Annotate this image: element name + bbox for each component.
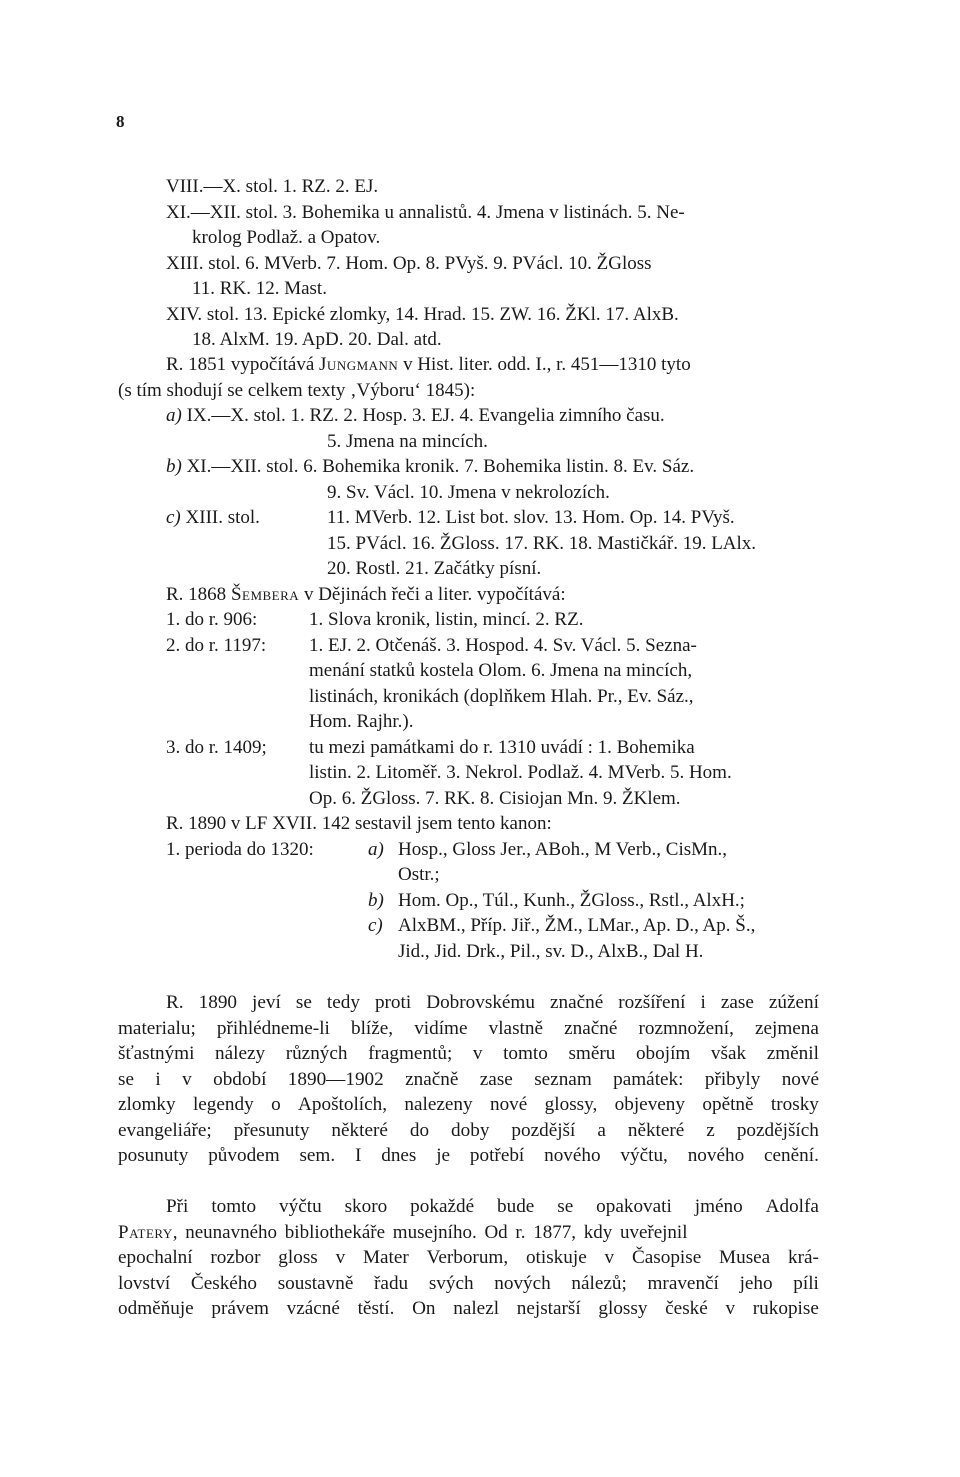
word: jméno bbox=[694, 1196, 743, 1217]
word: píli bbox=[793, 1273, 819, 1294]
word: Dobrovskému bbox=[426, 992, 535, 1013]
word: právem bbox=[211, 1298, 269, 1319]
sembera-line: R. 1868 Šembera v Dějinách řeči a liter. vypočítává: bbox=[166, 584, 566, 605]
group-c-cont: 20. Rostl. 21. Začátky písní. bbox=[327, 558, 542, 579]
word: Časopise bbox=[631, 1247, 702, 1268]
subgroup-text: Hom. Op., Túl., Kunh., ŽGloss., Rstl., AlxH.; bbox=[398, 890, 745, 911]
paragraph-line bbox=[118, 1247, 819, 1269]
word: evangeliáře; bbox=[118, 1120, 212, 1141]
word: řadu bbox=[374, 1273, 409, 1294]
word: šťastnými bbox=[118, 1043, 195, 1064]
word: je bbox=[436, 1145, 451, 1166]
word: jeví bbox=[252, 992, 281, 1013]
group-c: c) XIII. stol. bbox=[166, 507, 260, 528]
word: zúžení bbox=[768, 992, 819, 1013]
list-line: XIV. stol. 13. Epické zlomky, 14. Hrad. 15. ZW. 16. ŽKl. 17. AlxB. bbox=[166, 304, 679, 325]
word: vzácné bbox=[286, 1298, 340, 1319]
word: On bbox=[412, 1298, 436, 1319]
list-line: 18. AlxM. 19. ApD. 20. Dal. atd. bbox=[192, 329, 442, 350]
author-name: Jungmann bbox=[319, 354, 399, 375]
paragraph-line bbox=[118, 1094, 819, 1116]
period-text: Op. 6. ŽGloss. 7. RK. 8. Cisiojan Mn. 9. ŽKlem. bbox=[309, 788, 681, 809]
paragraph-line bbox=[118, 1298, 819, 1320]
word: soustavně bbox=[277, 1273, 354, 1294]
word: doby bbox=[451, 1120, 490, 1141]
word: objeveny bbox=[614, 1094, 685, 1115]
group-a: a) IX.—X. stol. 1. RZ. 2. Hosp. 3. EJ. 4. Evangelia zimního času. bbox=[166, 405, 665, 426]
word: nalezeny bbox=[404, 1094, 473, 1115]
period-label: 2. do r. 1197: bbox=[166, 635, 267, 656]
word: z bbox=[706, 1120, 715, 1141]
word: legendy bbox=[192, 1094, 254, 1115]
canon-line: R. 1890 v LF XVII. 142 sestavil jsem tento kanon: bbox=[166, 813, 552, 834]
group-c-items: 11. MVerb. 12. List bot. slov. 13. Hom. Op. 14. PVyš. bbox=[327, 507, 735, 528]
paragraph-line bbox=[118, 1043, 819, 1065]
word: výčtu bbox=[279, 1196, 322, 1217]
word: Českého bbox=[190, 1273, 258, 1294]
word: fragmentů; bbox=[368, 1043, 453, 1064]
list-line: VIII.—X. stol. 1. RZ. 2. EJ. bbox=[166, 176, 379, 197]
word: těstí. bbox=[357, 1298, 395, 1319]
word: potřebí bbox=[469, 1145, 525, 1166]
word: rozbor bbox=[210, 1247, 261, 1268]
word: rukopise bbox=[752, 1298, 819, 1319]
group-b-cont: 9. Sv. Václ. 10. Jmena v nekrolozích. bbox=[327, 482, 610, 503]
word: opakovati bbox=[596, 1196, 672, 1217]
jungmann-line: R. 1851 vypočítává Jungmann v Hist. liter. odd. I., r. 451—1310 tyto bbox=[166, 354, 691, 375]
page-number: 8 bbox=[116, 112, 125, 131]
period-label: 3. do r. 1409; bbox=[166, 737, 267, 758]
word: gloss bbox=[278, 1247, 318, 1268]
word: rozšíření bbox=[618, 992, 686, 1013]
word: období bbox=[213, 1069, 267, 1090]
word: se bbox=[118, 1069, 134, 1090]
word: odměňuje bbox=[118, 1298, 194, 1319]
word: se bbox=[295, 992, 312, 1013]
word: nového bbox=[544, 1145, 601, 1166]
word: Při bbox=[166, 1196, 189, 1217]
word: posunuty bbox=[118, 1145, 189, 1166]
author-name: Patery bbox=[118, 1222, 173, 1243]
paragraph-line bbox=[118, 1273, 819, 1295]
word: a bbox=[597, 1120, 606, 1141]
word: lovství bbox=[118, 1273, 171, 1294]
paragraph-line bbox=[118, 1120, 819, 1142]
word: do bbox=[409, 1120, 430, 1141]
word: přihlédneme-li bbox=[216, 1018, 330, 1039]
word: pokaždé bbox=[410, 1196, 475, 1217]
word: tomto bbox=[211, 1196, 257, 1217]
word: výčtu, bbox=[620, 1145, 668, 1166]
word: skoro bbox=[344, 1196, 388, 1217]
word: otiskuje bbox=[525, 1247, 587, 1268]
word: v bbox=[472, 1043, 483, 1064]
list-line: 11. RK. 12. Mast. bbox=[192, 278, 327, 299]
group-c-cont: 15. PVácl. 16. ŽGloss. 17. RK. 18. Mastičkář. 19. LAlx. bbox=[327, 533, 757, 554]
word: glossy, bbox=[544, 1094, 598, 1115]
word: bude bbox=[497, 1196, 535, 1217]
word: nalezl bbox=[453, 1298, 500, 1319]
period-text: tu mezi památkami do r. 1310 uvádí : 1. Bohemika bbox=[309, 737, 695, 758]
word: proti bbox=[374, 992, 412, 1013]
word: Musea bbox=[719, 1247, 771, 1268]
word: vlastně bbox=[488, 1018, 543, 1039]
subgroup-text: Hosp., Gloss Jer., ABoh., M Verb., CisMn., bbox=[398, 839, 728, 860]
word: mravenčí bbox=[647, 1273, 719, 1294]
paragraph-line bbox=[118, 1069, 819, 1091]
list-line: krolog Podlaž. a Opatov. bbox=[192, 227, 381, 248]
word: blíže, bbox=[350, 1018, 394, 1039]
word: nových bbox=[494, 1273, 551, 1294]
word: jeho bbox=[739, 1273, 773, 1294]
word: glossy bbox=[598, 1298, 648, 1319]
word: cenění. bbox=[764, 1145, 819, 1166]
word: epochalní bbox=[118, 1247, 193, 1268]
paragraph-line bbox=[166, 992, 819, 1014]
word: I bbox=[355, 1145, 362, 1166]
period-text: listinách, kronikách (doplňkem Hlah. Pr., Ev. Sáz., bbox=[309, 686, 694, 707]
author-name: Šembera bbox=[230, 584, 300, 605]
subgroup-text: Jid., Jid. Drk., Pil., sv. D., AlxB., Dal H. bbox=[398, 941, 704, 962]
word: zlomky bbox=[118, 1094, 176, 1115]
group-b: b) XI.—XII. stol. 6. Bohemika kronik. 7. Bohemika listin. 8. Ev. Sáz. bbox=[166, 456, 695, 477]
word: rozmnožení, bbox=[638, 1018, 734, 1039]
word: některé bbox=[331, 1120, 388, 1141]
subgroup-mark: c) bbox=[368, 915, 383, 936]
subgroup-mark: b) bbox=[368, 890, 384, 911]
word: v bbox=[725, 1298, 736, 1319]
word: 1890 bbox=[198, 992, 238, 1013]
word: změnil bbox=[766, 1043, 819, 1064]
word: nové bbox=[489, 1094, 528, 1115]
word: původem bbox=[208, 1145, 280, 1166]
word: opětně bbox=[702, 1094, 754, 1115]
word: i bbox=[700, 992, 706, 1013]
paragraph-line bbox=[166, 1196, 819, 1218]
word: se bbox=[557, 1196, 574, 1217]
paragraph-line bbox=[118, 1145, 819, 1167]
word: nálezy bbox=[215, 1043, 266, 1064]
word: materialu; bbox=[118, 1018, 196, 1039]
word: svých bbox=[428, 1273, 474, 1294]
word: značně bbox=[405, 1069, 459, 1090]
list-line: XI.—XII. stol. 3. Bohemika u annalistů. 4. Jmena v listinách. 5. Ne- bbox=[166, 202, 685, 223]
word: české bbox=[665, 1298, 708, 1319]
paragraph-line bbox=[118, 1018, 819, 1040]
period-label: 1. perioda do 1320: bbox=[166, 839, 314, 860]
word: značné bbox=[549, 992, 604, 1013]
word: přesunuty bbox=[233, 1120, 310, 1141]
subgroup-mark: a) bbox=[368, 839, 384, 860]
word: zase bbox=[479, 1069, 513, 1090]
period-label: 1. do r. 906: bbox=[166, 609, 258, 630]
word: Verborum, bbox=[426, 1247, 509, 1268]
word: seznam bbox=[534, 1069, 592, 1090]
word: v bbox=[335, 1247, 346, 1268]
word: různých bbox=[285, 1043, 348, 1064]
word: v bbox=[604, 1247, 615, 1268]
jungmann-line-2: (s tím shodují se celkem texty ‚Výboru‘ 1845): bbox=[118, 380, 476, 401]
word: tedy bbox=[326, 992, 360, 1013]
word: Adolfa bbox=[765, 1196, 819, 1217]
word: krá- bbox=[788, 1247, 819, 1268]
word: nejstarší bbox=[516, 1298, 581, 1319]
word: zase bbox=[720, 992, 754, 1013]
word: pozdějších bbox=[736, 1120, 819, 1141]
word: některé bbox=[627, 1120, 685, 1141]
word: trosky bbox=[770, 1094, 819, 1115]
word: vidíme bbox=[414, 1018, 468, 1039]
word: obojím bbox=[635, 1043, 691, 1064]
period-text: 1. Slova kronik, listin, mincí. 2. RZ. bbox=[309, 609, 584, 630]
word: R. bbox=[166, 992, 184, 1013]
word: o bbox=[271, 1094, 281, 1115]
group-a-cont: 5. Jmena na mincích. bbox=[327, 431, 488, 452]
word: nové bbox=[781, 1069, 819, 1090]
word: dnes bbox=[381, 1145, 417, 1166]
period-text: listin. 2. Litoměř. 3. Nekrol. Podlaž. 4. MVerb. 5. Hom. bbox=[309, 762, 732, 783]
word: památek: bbox=[613, 1069, 684, 1090]
subgroup-text: AlxBM., Příp. Jiř., ŽM., LMar., Ap. D., Ap. Š., bbox=[398, 915, 756, 936]
word: přibyly bbox=[704, 1069, 761, 1090]
period-text: menání statků kostela Olom. 6. Jmena na mincích, bbox=[309, 660, 693, 681]
word: i bbox=[155, 1069, 161, 1090]
word: pozdější bbox=[511, 1120, 576, 1141]
word: směru bbox=[568, 1043, 616, 1064]
word: Apoštolích, bbox=[298, 1094, 388, 1115]
word: Mater bbox=[362, 1247, 409, 1268]
subgroup-text: Ostr.; bbox=[398, 864, 440, 885]
word: nálezů; bbox=[571, 1273, 627, 1294]
word: však bbox=[710, 1043, 747, 1064]
word: zejmena bbox=[755, 1018, 819, 1039]
word: nového bbox=[687, 1145, 745, 1166]
word: v bbox=[182, 1069, 192, 1090]
word: značné bbox=[564, 1018, 618, 1039]
word: sem. bbox=[299, 1145, 336, 1166]
period-text: Hom. Rajhr.). bbox=[309, 711, 414, 732]
list-line: XIII. stol. 6. MVerb. 7. Hom. Op. 8. PVyš. 9. PVácl. 10. ŽGloss bbox=[166, 253, 652, 274]
word: 1890—1902 bbox=[287, 1069, 384, 1090]
paragraph-line: Patery, neunavného bibliothekáře musejního. Od r. 1877, kdy uveřejnil bbox=[118, 1222, 688, 1243]
period-text: 1. EJ. 2. Otčenáš. 3. Hospod. 4. Sv. Václ. 5. Sezna- bbox=[309, 635, 697, 656]
word: tomto bbox=[503, 1043, 548, 1064]
